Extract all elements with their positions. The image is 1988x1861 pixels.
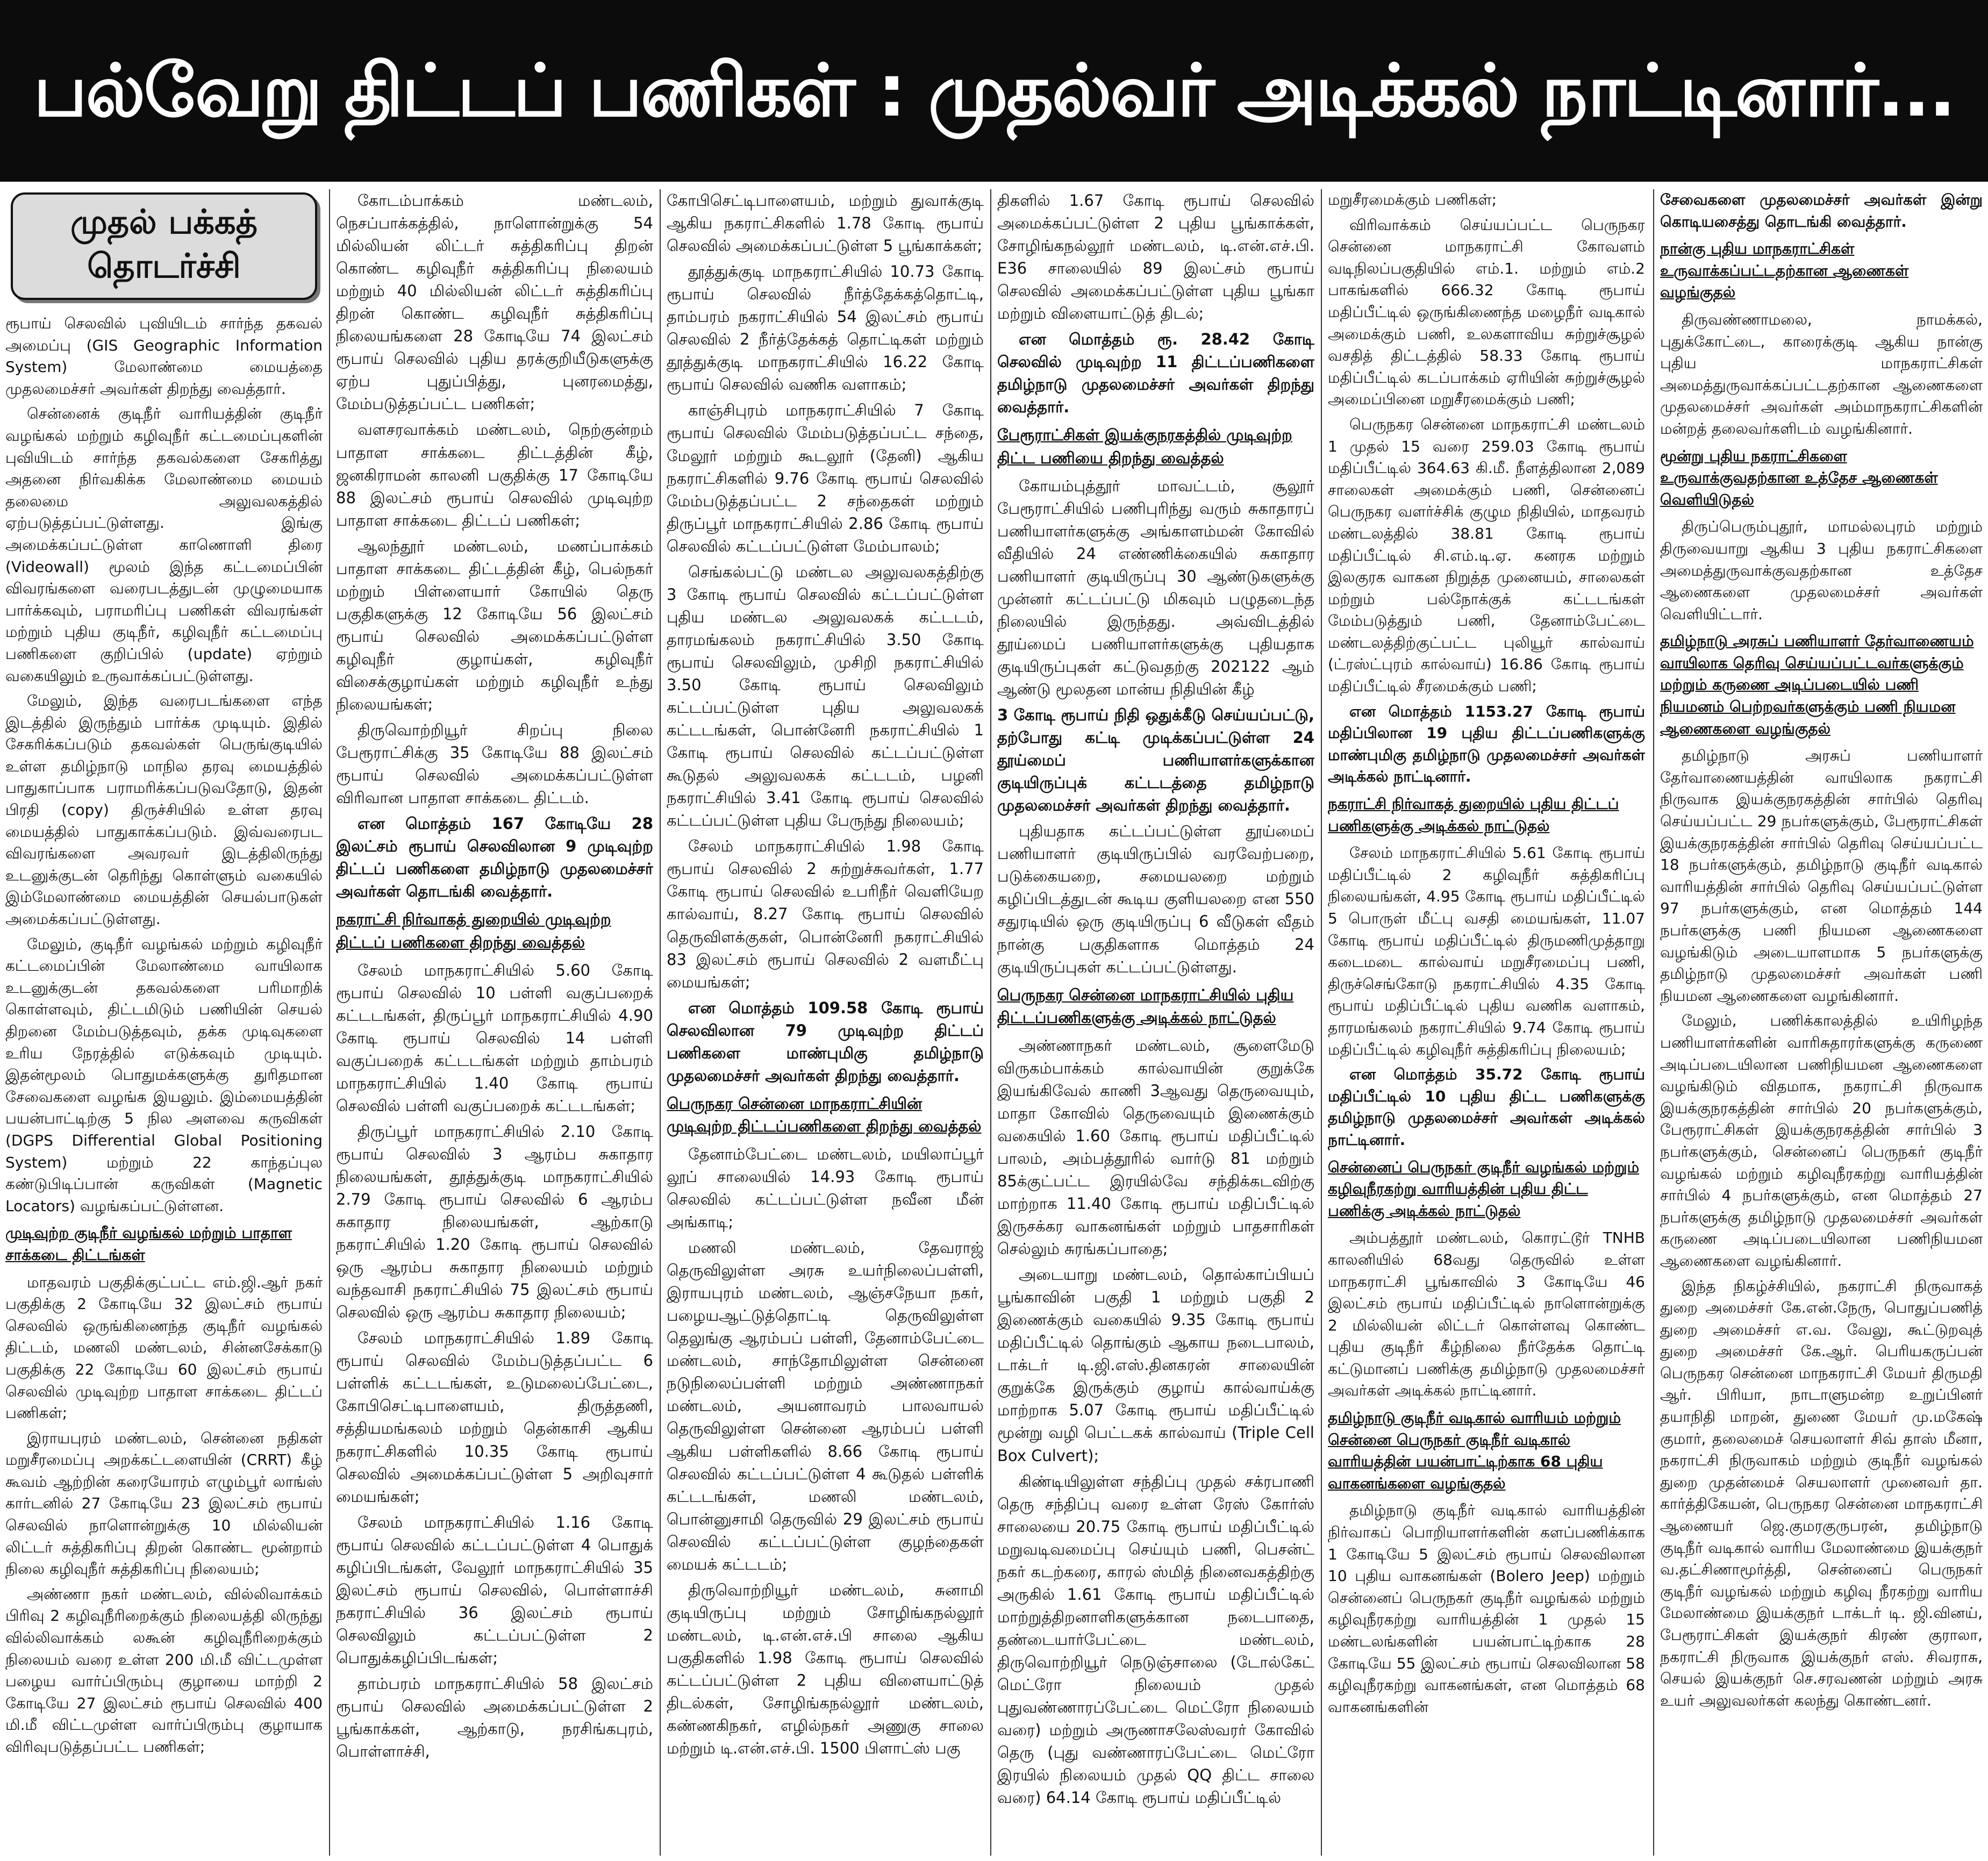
paragraph: சேலம் மாநகராட்சியில் 1.89 கோடி ரூபாய் செலவில் மேம்படுத்தப்பட்ட 6 பள்ளிக் கட்டடங்கள், உடுமலைப்பேட்டை, கோபிசெட்டிபாளையம், திருத்தணி, சத்தியமங்கலம் மற்றும் தென்காசி ஆகிய நகராட்சிகளில் 10.35 கோடி ரூபாய் செலவில் அமைக்கப்பட்டுள்ள 5 அறிவுசார் மையங்கள்; [336,1329,653,1506]
paragraph: கிண்டியிலுள்ள சந்திப்பு முதல் சக்ரபாணி தெரு சந்திப்பு வரை உள்ள ரேஸ் கோர்ஸ் சாலையை 20.75 கோடி ரூபாய் மதிப்பீட்டில் மறுவடிவமைப்பு செய்யும் பணி, பெசன்ட் நகர் கடற்கரை, காரல் ஸ்மித் நினைவகத்திற்கு அருகில் 1.61 கோடி ரூபாய் மதிப்பீட்டில் மாற்றுத்திறனாளிகளுக்கான நடைபாதை, தண்டையார்பேட்டை மண்டலம், திருவொற்றியூர் நெடுஞ்சாலை (டோல்கேட் மெட்ரோ நிலையம் முதல் புதுவண்ணாரப்பேட்டை மெட்ரோ நிலையம் வரை) மற்றும் அருணாசலேஸ்வரர் கோவில் தெரு (புது வண்ணாரப்பேட்டை மெட்ரோ இரயில் நிலையம் முதல் QQ திட்ட சாலை வரை) 64.14 கோடி ரூபாய் மதிப்பீட்டில் [997,1472,1314,1807]
paragraph: அண்ணாநகர் மண்டலம், சூளைமேடு விருகம்பாக்கம் கால்வாயின் குறுக்கே இயங்கிவேல் காணி 3ஆவது தெருவையும், மாதா கோவில் தெருவையும் இணைக்கும் வகையில் 1.60 கோடி ரூபாய் மதிப்பீட்டில் பாலம், அம்பத்தூரில் வார்டு 81 மற்றும் 85க்குட்பட்ட இரயில்வே சந்திக்கடவிற்கு மாற்றாக 11.40 கோடி ரூபாய் மதிப்பீட்டில் இருசக்கர வாகனங்கள் மற்றும் பாதசாரிகள் செல்லும் சுரங்கப்பாதை; [997,1036,1314,1258]
paragraph: தூத்துக்குடி மாநகராட்சியில் 10.73 கோடி ரூபாய் செலவில் நீர்த்தேக்கத்தொட்டி, தாம்பரம் நகராட்சியில் 54 இலட்சம் ரூபாய் செலவில் 2 நீர்த்தேக்கத் தொட்டிகள் மற்றும் தூத்துக்குடி மாநகராட்சியில் 16.22 கோடி ரூபாய் செலவில் வணிக வளாகம்; [667,262,984,394]
summary-paragraph: என மொத்தம் 1153.27 கோடி ரூபாய் மதிப்பிலான 19 புதிய திட்டப்பணிகளுக்கு மாண்புமிகு தமிழ்நாடு முதலமைச்சர் அவர்கள் அடிக்கல் நாட்டினார். [1328,702,1645,786]
paragraph: சேலம் மாநகராட்சியில் 1.98 கோடி ரூபாய் செலவில் 2 சுற்றுச்சுவர்கள், 1.77 கோடி ரூபாய் செலவில் உபரிநீர் வெளியேற கால்வாய், 8.27 கோடி ரூபாய் செலவில் தெருவிளக்குகள், பொன்னேரி நகராட்சியில் 83 இலட்சம் ரூபாய் செலவில் 2 வளமீட்பு மையங்கள்; [667,837,984,991]
summary-paragraph: சேவைகளை முதலமைச்சர் அவர்கள் இன்று கொடியசைத்து தொடங்கி வைத்தார். [1660,191,1983,231]
section-heading: சென்னைப் பெருநகர் குடிநீர் வழங்கல் மற்றும் கழிவுநீரகற்று வாரியத்தின் புதிய திட்ட பணிக்கு அடிக்கல் நாட்டுதல் [1328,1158,1640,1220]
section-heading: பெருநகர சென்னை மாநகராட்சியில் புதிய திட்டப்பணிகளுக்கு அடிக்கல் நாட்டுதல் [997,985,1294,1027]
paragraph: அண்ணா நகர் மண்டலம், வில்லிவாக்கம் பிரிவு 2 கழிவுநீரிறைக்கும் நிலையத்தி லிருந்து வில்லிவாக்கம் லகூன் கழிவுநீரிறைக்கும் நிலையம் வரை உள்ள 200 மி.மீ விட்டமுள்ள பழைய வார்ப்பிரும்பு குழாயை மாற்றி 2 கோடியே 27 இலட்சம் ரூபாய் செலவில் 400 மி.மீ விட்டமுள்ள வார்ப்பிரும்பு குழாயாக விரிவுபடுத்தப்பட்ட பணிகள்; [5,1585,323,1756]
paragraph: காஞ்சிபுரம் மாநகராட்சியில் 7 கோடி ரூபாய் செலவில் மேம்படுத்தப்பட்ட சந்தை, மேலூர் மற்றும் கூடலூர் (தேனி) ஆகிய நகராட்சிகளில் 9.76 கோடி ரூபாய் செலவில் மேம்படுத்தப்பட்ட 2 சந்தைகள் மற்றும் திருப்பூர் மாநகராட்சியில் 2.86 கோடி ரூபாய் செலவில் கட்டப்பட்டுள்ள மேம்பாலம்; [667,401,984,555]
paragraph: கோடம்பாக்கம் மண்டலம், நெசப்பாக்கத்தில், நாளொன்றுக்கு 54 மில்லியன் லிட்டர் சுத்திகரிப்பு திறன் கொண்ட கழிவுநீர் சுத்திகரிப்பு நிலையம் மற்றும் 40 மில்லியன் லிட்டர் சுத்திகரிப்பு திறன் கொண்ட கழிவுநீர் சுத்திகரிப்பு நிலையங்களை 28 கோடியே 74 இலட்சம் ரூபாய் செலவில் புதிய தரக்குறியீடுகளுக்கு ஏற்ப புதுப்பித்து, புனரமைத்து, மேம்படுத்தப்பட்ட பணிகள்; [336,191,653,413]
paragraph: சென்னைக் குடிநீர் வாரியத்தின் குடிநீர் வழங்கல் மற்றும் கழிவுநீர் கட்டமைப்புகளின் புவியிடம் சார்ந்த தகவல்களை சேகரித்து அதனை நிர்வகிக்க மேலாண்மை மையம் தலைமை அலுவலகத்தில் ஏற்படுத்தப்பட்டுள்ளது. இங்கு அமைக்கப்பட்டுள்ள காணொளி திரை (Videowall) மூலம் இந்த கட்டமைப்பின் விவரங்களை வரைபடத்துடன் முழுமையாக பார்க்கவும், பராமரிப்பு பணிகள் விவரங்கள் மற்றும் புதிய குடிநீர், கழிவுநீர் கட்டமைப்பு பணிகளை குறிப்பில் (update) ஏற்றும் வகையிலும் உருவாக்கப்பட்டுள்ளது. [5,405,323,685]
paragraph: சேலம் மாநகராட்சியில் 5.61 கோடி ரூபாய் மதிப்பீட்டில் 2 கழிவுநீர் சுத்திகரிப்பு நிலையங்கள், 4.95 கோடி ரூபாய் மதிப்பீட்டில் 5 பொருள் மீட்பு வசதி மையங்கள், 11.07 கோடி ரூபாய் மதிப்பீட்டில் திருமணிமுத்தாறு கடைமடை கால்வாய் மறுசீரமைப்பு பணி, திருச்செங்கோடு நகராட்சியில் 4.35 கோடி ரூபாய் மதிப்பீட்டில் புதிய வணிக வளாகம், தாரமங்கலம் நகராட்சியில் 9.74 கோடி ரூபாய் மதிப்பீட்டில் கழிவுநீர் சுத்திகரிப்பு நிலையம்; [1328,844,1645,1058]
section-heading: நான்கு புதிய மாநகராட்சிகள் உருவாக்கப்பட்டதற்கான ஆணைகள் வழங்குதல் [1660,240,1909,302]
paragraph: புதியதாக கட்டப்பட்டுள்ள தூய்மைப் பணியாளர் குடியிருப்பில் வரவேற்பறை, படுக்கையறை, சமையலறை மற்றும் கழிப்பிடத்துடன் கூடிய குளியலறை என 550 சதுரடியில் ஒரு குடியிருப்பு 6 வீடுகள் வீதம் நான்கு பகுதிகளாக மொத்தம் 24 குடியிருப்புகள் கட்டப்பட்டுள்ளது. [997,822,1314,976]
section-heading: பெருநகர சென்னை மாநகராட்சியின் முடிவுற்ற திட்டப்பணிகளை திறந்து வைத்தல் [667,1094,982,1135]
column-rule [329,189,330,1856]
paragraph: திருவொற்றியூர் மண்டலம், சுனாமி குடியிருப்பு மற்றும் சோழிங்கநல்லூர் மண்டலம், டி.என்.எச்.பி சாலை ஆகிய பகுதிகளில் 1.98 கோடி ரூபாய் செலவில் கட்டப்பட்டுள்ள 2 புதிய விளையாட்டுத் திடல்கள், சோழிங்கநல்லூர் மண்டலம், கண்ணகிநகர், எழில்நகர் அணுகு சாலை மற்றும் டி.என்.எச்.பி. 1500 பிளாட்ஸ் பகு [667,1580,984,1758]
summary-paragraph: 3 கோடி ரூபாய் நிதி ஒதுக்கீடு செய்யப்பட்டு, தற்போது கட்டி முடிக்கப்பட்டுள்ள 24 தூய்மைப் பணியாளர்களுக்கான குடியிருப்புக் கட்டடத்தை தமிழ்நாடு முதலமைச்சர் அவர்கள் திறந்து வைத்தார். [997,706,1314,815]
column-2 [336,189,653,1856]
paragraph: திருப்பெரும்புதூர், மாமல்லபுரம் மற்றும் திருவையாறு ஆகிய 3 புதிய நகராட்சிகளை அமைத்துருவாக்குவதற்கான உத்தேச ஆணைகளை முதலமைச்சர் அவர்கள் வெளியிட்டார். [1660,518,1983,623]
paragraph: மேலும், இந்த வரைபடங்களை எந்த இடத்தில் இருந்தும் பார்க்க முடியும். இதில் சேகரிக்கப்படும் தகவல்கள் பெருங்குடியில் உள்ள தமிழ்நாடு மாநில தரவு மையத்தில் பாதுகாப்பாக பராமரிக்கப்படுவதோடு, இதன் பிரதி (copy) திருச்சியில் உள்ள தரவு மையத்தில் பாதுகாக்கப்படும். இவ்வரைபட விவரங்களை அவரவர் இடத்திலிருந்து உடனுக்குடன் தெரிந்து கொள்ளும் வகையில் இம்மேலாண்மை மையத்தின் செயல்பாடுகள் அமைக்கப்பட்டுள்ளது. [5,692,323,928]
paragraph: சேலம் மாநகராட்சியில் 5.60 கோடி ரூபாய் செலவில் 10 பள்ளி வகுப்பறைக் கட்டடங்கள், திருப்பூர் மாநகராட்சியில் 4.90 கோடி ரூபாய் செலவில் 14 பள்ளி வகுப்பறைக் கட்டடங்கள் மற்றும் தாம்பரம் மாநகராட்சியில் 1.40 கோடி ரூபாய் செலவில் பள்ளி வகுப்பறைக் கட்டடங்கள்; [336,961,653,1115]
section-heading: தமிழ்நாடு குடிநீர் வடிகால் வாரியம் மற்றும் சென்னை பெருநகர் குடிநீர் வடிகால் வாரியத்தின் பயன்பாட்டிற்காக 68 புதிய வாகனங்களை வழங்குதல் [1328,1409,1621,1492]
paragraph: திகளில் 1.67 கோடி ரூபாய் செலவில் அமைக்கப்பட்டுள்ள 2 புதிய பூங்காக்கள், சோழிங்கநல்லூர் மண்டலம், டி.என்.எச்.பி. E36 சாலையில் 89 இலட்சம் ரூபாய் செலவில் அமைக்கப்பட்டுள்ள புதிய பூங்கா மற்றும் விளையாட்டுத் திடல்; [997,191,1314,323]
paragraph: தேனாம்பேட்டை மண்டலம், மயிலாப்பூர் லூப் சாலையில் 14.93 கோடி ரூபாய் செலவில் கட்டப்பட்டுள்ள நவீன மீன் அங்காடி; [667,1144,984,1232]
headline-banner [0,0,1988,182]
paragraph: திருவண்ணாமலை, நாமக்கல், புதுக்கோட்டை, காரைக்குடி ஆகிய நான்கு புதிய மாநகராட்சிகள் அமைத்துருவாக்கப்பட்டதற்கான ஆணைகளை முதலமைச்சர் அவர்கள் அம்மாநகராட்சிகளின் மன்றத் தலைவர்களிடம் வழங்கினார். [1660,310,1983,438]
paragraph: கோபிசெட்டிபாளையம், மற்றும் துவாக்குடி ஆகிய நகராட்சிகளில் 1.78 கோடி ரூபாய் செலவில் அமைக்கப்பட்டுள்ள 5 பூங்காக்கள்; [667,191,984,255]
paragraph: இராயபுரம் மண்டலம், சென்னை நதிகள் மறுசீரமைப்பு அறக்கட்டளையின் (CRRT) கீழ் கூவம் ஆற்றின் கரையோரம் எழும்பூர் லாங்ஸ் கார்டனில் 27 கோடியே 23 இலட்சம் ரூபாய் செலவில் நாளொன்றுக்கு 10 மில்லியன் லிட்டர் சுத்திகரிப்பு திறன் கொண்ட மூன்றாம் நிலை கழிவுநீர் சுத்திகரிப்பு நிலையம்; [5,1429,323,1578]
column-4 [997,189,1314,1856]
continuation-tag: முதல் பக்கத் தொடர்ச்சி [11,192,317,300]
paragraph: சேலம் மாநகராட்சியில் 1.16 கோடி ரூபாய் செலவில் கட்டப்பட்டுள்ள 4 பொதுக் கழிப்பிடங்கள், வேலூர் மாநகராட்சியில் 35 இலட்சம் ரூபாய் செலவில், பொள்ளாச்சி நகராட்சியில் 36 இலட்சம் ரூபாய் செலவிலும் கட்டப்பட்டுள்ள 2 பொதுக்கழிப்பிடங்கள்; [336,1513,653,1667]
paragraph: விரிவாக்கம் செய்யப்பட்ட பெருநகர சென்னை மாநகராட்சி கோவளம் வடிநிலப்பகுதியில் எம்.1. மற்றும் எம்.2 பாகங்களில் 666.32 கோடி ரூபாய் மதிப்பீட்டில் ஒருங்கிணைந்த மழைநீர் வடிகால் அமைக்கும் பணி, உலகளாவிய சுற்றுச்சூழல் வசதித் திட்டத்தில் 58.33 கோடி ரூபாய் மதிப்பீட்டில் கடப்பாக்கம் ஏரியின் சுற்றுச்சூழல் அமைப்பினை மறுசீரமைக்கும் பணி; [1328,216,1645,409]
paragraph: மேலும், பணிக்காலத்தில் உயிரிழந்த பணியாளர்களின் வாரிசுதாரர்களுக்கு கருணை அடிப்படையிலான பணிநியமன ஆணைகளை வழங்கிடும் விதமாக, நகராட்சி நிருவாக இயக்குநரகத்தின் சார்பில் 20 நபர்களுக்கும், பேரூராட்சிகள் இயக்குநரகத்தின் சார்பில் 3 நபர்களுக்கும், சென்னைப் பெருநகர் குடிநீர் வழங்கல் மற்றும் கழிவுநீரகற்று வாரியத்தின் சார்பில் 4 நபர்களுக்கும், என மொத்தம் 27 நபர்களுக்கு தமிழ்நாடு முதலமைச்சர் அவர்கள் கருணை அடிப்படையிலான பணிநியமன ஆணைகளை வழங்கினார். [1660,1012,1983,1270]
column-6 [1660,189,1983,1856]
section-heading: மூன்று புதிய நகராட்சிகளை உருவாக்குவதற்கான உத்தேச ஆணைகள் வெளியிடுதல் [1660,447,1938,509]
paragraph: தமிழ்நாடு குடிநீர் வடிகால் வாரியத்தின் நிர்வாகப் பொறியாளர்களின் களப்பணிக்காக 1 கோடியே 5 இலட்சம் ரூபாய் செலவிலான 10 புதிய வாகனங்கள் (Bolero Jeep) மற்றும் சென்னைப் பெருநகர் குடிநீர் வழங்கல் மற்றும் கழிவுநீரகற்று வாரியத்தின் 1 முதல் 15 மண்டலங்களின் பயன்பாட்டிற்காக 28 கோடியே 55 இலட்சம் ரூபாய் செலவிலான 58 கழிவுநீரகற்று வாகனங்கள், என மொத்தம் 68 வாகனங்களின் [1328,1501,1645,1716]
paragraph: தமிழ்நாடு அரசுப் பணியாளர் தேர்வாணையத்தின் வாயிலாக நகராட்சி நிருவாக இயக்குநரகத்தின் சார்பில் தெரிவு செய்யப்பட்ட 29 நபர்களுக்கும், பேரூராட்சிகள் இயக்குநரகத்தின் சார்பில் தெரிவு செய்யப்பட்ட 18 நபர்களுக்கும், தமிழ்நாடு குடிநீர் வடிகால் வாரியத்தின் சார்பில் தெரிவு செய்யப்பட்டுள்ள 97 நபர்களுக்கும், என மொத்தம் 144 நபர்களுக்கு பணி நியமன ஆணைகளை வழங்கிடும் அடையாளமாக 5 நபர்களுக்கு தமிழ்நாடு முதலமைச்சர் அவர்கள் பணி நியமன ஆணைகளை வழங்கினார். [1660,747,1983,1005]
paragraph: ஆலந்தூர் மண்டலம், மணப்பாக்கம் பாதாள சாக்கடை திட்டத்தின் கீழ், பெல்நகர் மற்றும் பிள்ளையார் கோயில் தெரு பகுதிகளுக்கு 12 கோடியே 56 இலட்சம் ரூபாய் செலவில் அமைக்கப்பட்டுள்ள கழிவுநீர் குழாய்கள், கழிவுநீர் விசைக்குழாய்கள் மற்றும் கழிவுநீர் உந்து நிலையங்கள்; [336,536,653,714]
section-heading: முடிவுற்ற குடிநீர் வழங்கல் மற்றும் பாதாள சாக்கடை திட்டங்கள் [5,1224,292,1264]
section-heading: பேரூராட்சிகள் இயக்குநரகத்தில் முடிவுற்ற திட்ட பணியை திறந்து வைத்தல் [997,426,1292,467]
column-5 [1328,189,1645,1856]
summary-paragraph: என மொத்தம் 35.72 கோடி ரூபாய் மதிப்பீட்டில் 10 புதிய திட்ட பணிகளுக்கு தமிழ்நாடு முதலமைச்சர் அவர்கள் அடிக்கல் நாட்டினார். [1328,1065,1645,1149]
paragraph: ரூபாய் செலவில் புவியிடம் சார்ந்த தகவல் அமைப்பு (GIS Geographic Information System) மேலாண்மை மையத்தை முதலமைச்சர் அவர்கள் திறந்து வைத்தார். [5,314,323,398]
summary-paragraph: என மொத்தம் 109.58 கோடி ரூபாய் செலவிலான 79 முடிவுற்ற திட்டப் பணிகளை மாண்புமிகு தமிழ்நாடு முதலமைச்சர் அவர்கள் திறந்து வைத்தார். [667,998,984,1085]
paragraph: மாதவரம் பகுதிக்குட்பட்ட எம்.ஜி.ஆர் நகர் பகுதிக்கு 2 கோடியே 32 இலட்சம் ரூபாய் செலவில் ஒருங்கிணைந்த குடிநீர் வழங்கல் திட்டம், மணலி மண்டலம், சின்னசேக்காடு பகுதிக்கு 22 கோடியே 60 இலட்சம் ரூபாய் செலவில் முடிவுற்ற பாதாள சாக்கடை திட்டப் பணிகள்; [5,1273,323,1422]
paragraph: அடையாறு மண்டலம், தொல்காப்பியப் பூங்காவின் பகுதி 1 மற்றும் பகுதி 2 இணைக்கும் வகையில் 9.35 கோடி ரூபாய் மதிப்பீட்டில் தொங்கும் ஆகாய நடைபாலம், டாக்டர் டி.ஜி.எஸ்.தினகரன் சாலையின் குறுக்கே இருக்கும் குழாய் கால்வாய்க்கு மாற்றாக 5.07 கோடி ரூபாய் மதிப்பீட்டில் மூன்று வழி பெட்டகக் கால்வாய் (Triple Cell Box Culvert); [997,1265,1314,1465]
paragraph: அம்பத்தூர் மண்டலம், கொரட்டூர் TNHB காலனியில் 68வது தெருவில் உள்ள மாநகராட்சி பூங்காவில் 3 கோடியே 46 இலட்சம் ரூபாய் மதிப்பீட்டில் நாளொன்றுக்கு 2 மில்லியன் லிட்டர் கொள்ளவு கொண்ட புதிய குடிநீர் கீழ்நிலை நீர்தேக்க தொட்டி கட்டுமானப் பணிக்கு தமிழ்நாடு முதலமைச்சர் அவர்கள் அடிக்கல் நாட்டினார். [1328,1229,1645,1400]
paragraph: செங்கல்பட்டு மண்டல அலுவலகத்திற்கு 3 கோடி ரூபாய் செலவில் கட்டப்பட்டுள்ள புதிய மண்டல அலுவலகக் கட்டடம், தாரமங்கலம் நகராட்சியில் 3.50 கோடி ரூபாய் செலவிலும், முசிறி நகராட்சியில் 3.50 கோடி ரூபாய் செலவிலும் கட்டப்பட்டுள்ள புதிய அலுவலகக் கட்டடங்கள், பொன்னேரி நகராட்சியில் 1 கோடி ரூபாய் செலவில் கட்டப்பட்டுள்ள கூடுதல் அலுவலகக் கட்டடம், பழனி நகராட்சியில் 3.41 கோடி ரூபாய் செலவில் கட்டப்பட்டுள்ள புதிய பேருந்து நிலையம்; [667,562,984,830]
paragraph: திருவொற்றியூர் சிறப்பு நிலை பேரூராட்சிக்கு 35 கோடியே 88 இலட்சம் ரூபாய் செலவில் அமைக்கப்பட்டுள்ள விரிவான பாதாள சாக்கடை திட்டம். [336,721,653,807]
section-heading: தமிழ்நாடு அரசுப் பணியாளர் தேர்வாணையம் வாயிலாக தெரிவு செய்யப்பட்டவர்களுக்கும் மற்றும் கருணை அடிப்படையில் பணி நியமனம் பெற்றவர்களுக்கும் பணி நியமன ஆணைகளை வழங்குதல் [1660,632,1974,738]
paragraph: கோயம்புத்தூர் மாவட்டம், சூலூர் பேரூராட்சியில் பணிபுரிந்து வரும் சுகாதாரப் பணியாளர்களுக்கு அங்காளம்மன் கோவில் வீதியில் 24 எண்ணிக்கையில் சுகாதார பணியாளர் குடியிருப்பு 30 ஆண்டுகளுக்கு முன்னர் கட்டப்பட்டு மிகவும் பழுதடைந்த நிலையில் இருந்தது. அவ்விடத்தில் தூய்மைப் பணியாளர்களுக்கு புதியதாக குடியிருப்புகள் கட்டுவதற்கு 202122 ஆம் ஆண்டு மூலதன மான்ய நிதியின் கீழ் [997,476,1314,698]
paragraph: திருப்பூர் மாநகராட்சியில் 2.10 கோடி ரூபாய் செலவில் 3 ஆரம்ப சுகாதார நிலையங்கள், தூத்துக்குடி மாநகராட்சியில் 2.79 கோடி ரூபாய் செலவில் 6 ஆரம்ப சுகாதார நிலையங்கள், ஆற்காடு நகராட்சியில் 1.20 கோடி ரூபாய் செலவில் ஒரு ஆரம்ப சுகாதார நிலையம் மற்றும் வந்தவாசி நகராட்சியில் 75 இலட்சம் ரூபாய் செலவில் ஒரு ஆரம்ப சுகாதார நிலையம்; [336,1122,653,1322]
summary-paragraph: என மொத்தம் ரூ. 28.42 கோடி செலவில் முடிவுற்ற 11 திட்டப்பணிகளை தமிழ்நாடு முதலமைச்சர் அவர்கள் திறந்து வைத்தார். [997,330,1314,417]
column-rule [1321,189,1322,1856]
paragraph: மேலும், குடிநீர் வழங்கல் மற்றும் கழிவுநீர் கட்டமைப்பின் மேலாண்மை வாயிலாக உடனுக்குடன் தகவல்களை பரிமாறிக் கொள்ளவும், திட்டமிடும் பணியின் செயல் திறனை மேம்படுத்தவும், தக்க முடிவுகளை உரிய நேரத்தில் எடுக்கவும் முடியும். இதன்மூலம் பொதுமக்களுக்கு துரிதமான சேவைகளை வழங்க இயலும். இம்மையத்தின் பயன்பாட்டிற்கு 5 நில அளவை கருவிகள் (DGPS Differential Global Positioning System) மற்றும் 22 காந்தப்புல கண்டுபிடிப்பான் கருவிகள் (Magnetic Locators) வழங்கப்பட்டுள்ளன. [5,935,323,1215]
paragraph: தாம்பரம் மாநகராட்சியில் 58 இலட்சம் ரூபாய் செலவில் அமைக்கப்பட்டுள்ள 2 பூங்காக்கள், ஆற்காடு, நரசிங்கபுரம், பொள்ளாச்சி, [336,1674,653,1761]
headline: பல்வேறு திட்டப் பணிகள் : முதல்வர் அடிக்கல் நாட்டினார்... [33,49,1955,133]
section-heading: நகராட்சி நிர்வாகத் துறையில் புதிய திட்டப் பணிகளுக்கு அடிக்கல் நாட்டுதல் [1328,795,1619,835]
section-heading: நகராட்சி நிர்வாகத் துறையில் முடிவுற்ற திட்டப் பணிகளை திறந்து வைத்தல் [336,910,611,951]
column-3 [667,189,984,1856]
column-1 [5,189,323,1856]
paragraph: மறுசீரமைக்கும் பணிகள்; [1328,191,1497,209]
paragraph: இந்த நிகழ்ச்சியில், நகராட்சி நிருவாகத் துறை அமைச்சர் கே.என்.நேரு, பொதுப்பணித் துறை அமைச்சர் எ.வ. வேலு, கூட்டுறவுத் துறை அமைச்சர் கே.ஆர். பெரியகருப்பன் பெருநகர சென்னை மாநகராட்சி மேயர் திருமதி ஆர். பிரியா, நாடாளுமன்ற உறுப்பினர் தயாநிதி மாறன், துணை மேயர் மு.மகேஷ் குமார், தலைமைச் செயலாளர் சிவ் தாஸ் மீனா, நகராட்சி நிருவாகம் மற்றும் குடிநீர் வழங்கல் துறை முதன்மைச் செயலாளர் முனைவர் தா. கார்த்திகேயன், பெருநகர சென்னை மாநகராட்சி ஆணையர் ஜெ.குமரகுருபரன், தமிழ்நாடு குடிநீர் வடிகால் வாரிய மேலாண்மை இயக்குநர் வ.தட்சிணாமூர்த்தி, சென்னைப் பெருநகர் குடிநீர் வழங்கல் மற்றும் கழிவு நீரகற்று வாரிய மேலாண்மை இயக்குநர் டாக்டர் டி. ஜி.வினய், பேரூராட்சிகள் இயக்குநர் கிரண் குராலா, நகராட்சி நிருவாக இயக்குநர் எஸ். சிவராசு, செயல் இயக்குநர் செ.சரவணன் மற்றும் அரசு உயர் அலுவலர்கள் கலந்து கொண்டனர். [1660,1277,1983,1709]
column-rule [1653,189,1654,1856]
summary-paragraph: என மொத்தம் 167 கோடியே 28 இலட்சம் ரூபாய் செலவிலான 9 முடிவுற்ற திட்டப் பணிகளை தமிழ்நாடு முதலமைச்சர் அவர்கள் தொடங்கி வைத்தார். [336,814,653,901]
paragraph: பெருநகர சென்னை மாநகராட்சி மண்டலம் 1 முதல் 15 வரை 259.03 கோடி ரூபாய் மதிப்பீட்டில் 364.63 கி.மீ. நீளத்திலான 2,089 சாலைகள் அமைக்கும் பணி, சென்னைப் பெருநகர வளர்ச்சிக் குழும நிதியில், மாதவரம் மண்டலத்தில் 38.81 கோடி ரூபாய் மதிப்பீட்டில் சி.எம்.டி.ஏ. கனரக மற்றும் இலகுரக வாகன நிறுத்த முனையம், சாலைகள் மற்றும் பல்நோக்குக் கட்டடங்கள் மேம்படுத்தும் பணி, தேனாம்பேட்டை மண்டலத்திற்குட்பட்ட புலியூர் கால்வாய் (ட்ரஸ்ட்புரம் கால்வாய்) 16.86 கோடி ரூபாய் மதிப்பீட்டில் சீரமைக்கும் பணி; [1328,415,1645,696]
paragraph: மணலி மண்டலம், தேவராஜ் தெருவிலுள்ள அரசு உயர்நிலைப்பள்ளி, இராயபுரம் மண்டலம், ஆஞ்சநேயா நகர், பழையஆட்டுத்தொட்டி தெருவிலுள்ள தெலுங்கு ஆரம்பப் பள்ளி, தேனாம்பேட்டை மண்டலம், சாந்தோமிலுள்ள சென்னை நடுநிலைப்பள்ளி மற்றும் அண்ணாநகர் மண்டலம், அயனாவரம் பாலவாயல் தெருவிலுள்ள சென்னை ஆரம்பப் பள்ளி ஆகிய பள்ளிகளில் 8.66 கோடி ரூபாய் செலவில் கட்டப்பட்டுள்ள 4 கூடுதல் பள்ளிக் கட்டடங்கள், மணலி மண்டலம், பொன்னுசாமி தெருவில் 29 இலட்சம் ரூபாய் செலவில் கட்டப்பட்டுள்ள குழந்தைகள் மையக் கட்டடம்; [667,1239,984,1573]
column-rule [660,189,661,1856]
paragraph: வளசரவாக்கம் மண்டலம், நெற்குன்றம் பாதாள சாக்கடை திட்டத்தின் கீழ், ஜனகிராமன் காலனி பகுதிக்கு 17 கோடியே 88 இலட்சம் ரூபாய் செலவில் முடிவுற்ற பாதாள சாக்கடை திட்டப் பணிகள்; [336,420,653,529]
column-rule [990,189,991,1856]
